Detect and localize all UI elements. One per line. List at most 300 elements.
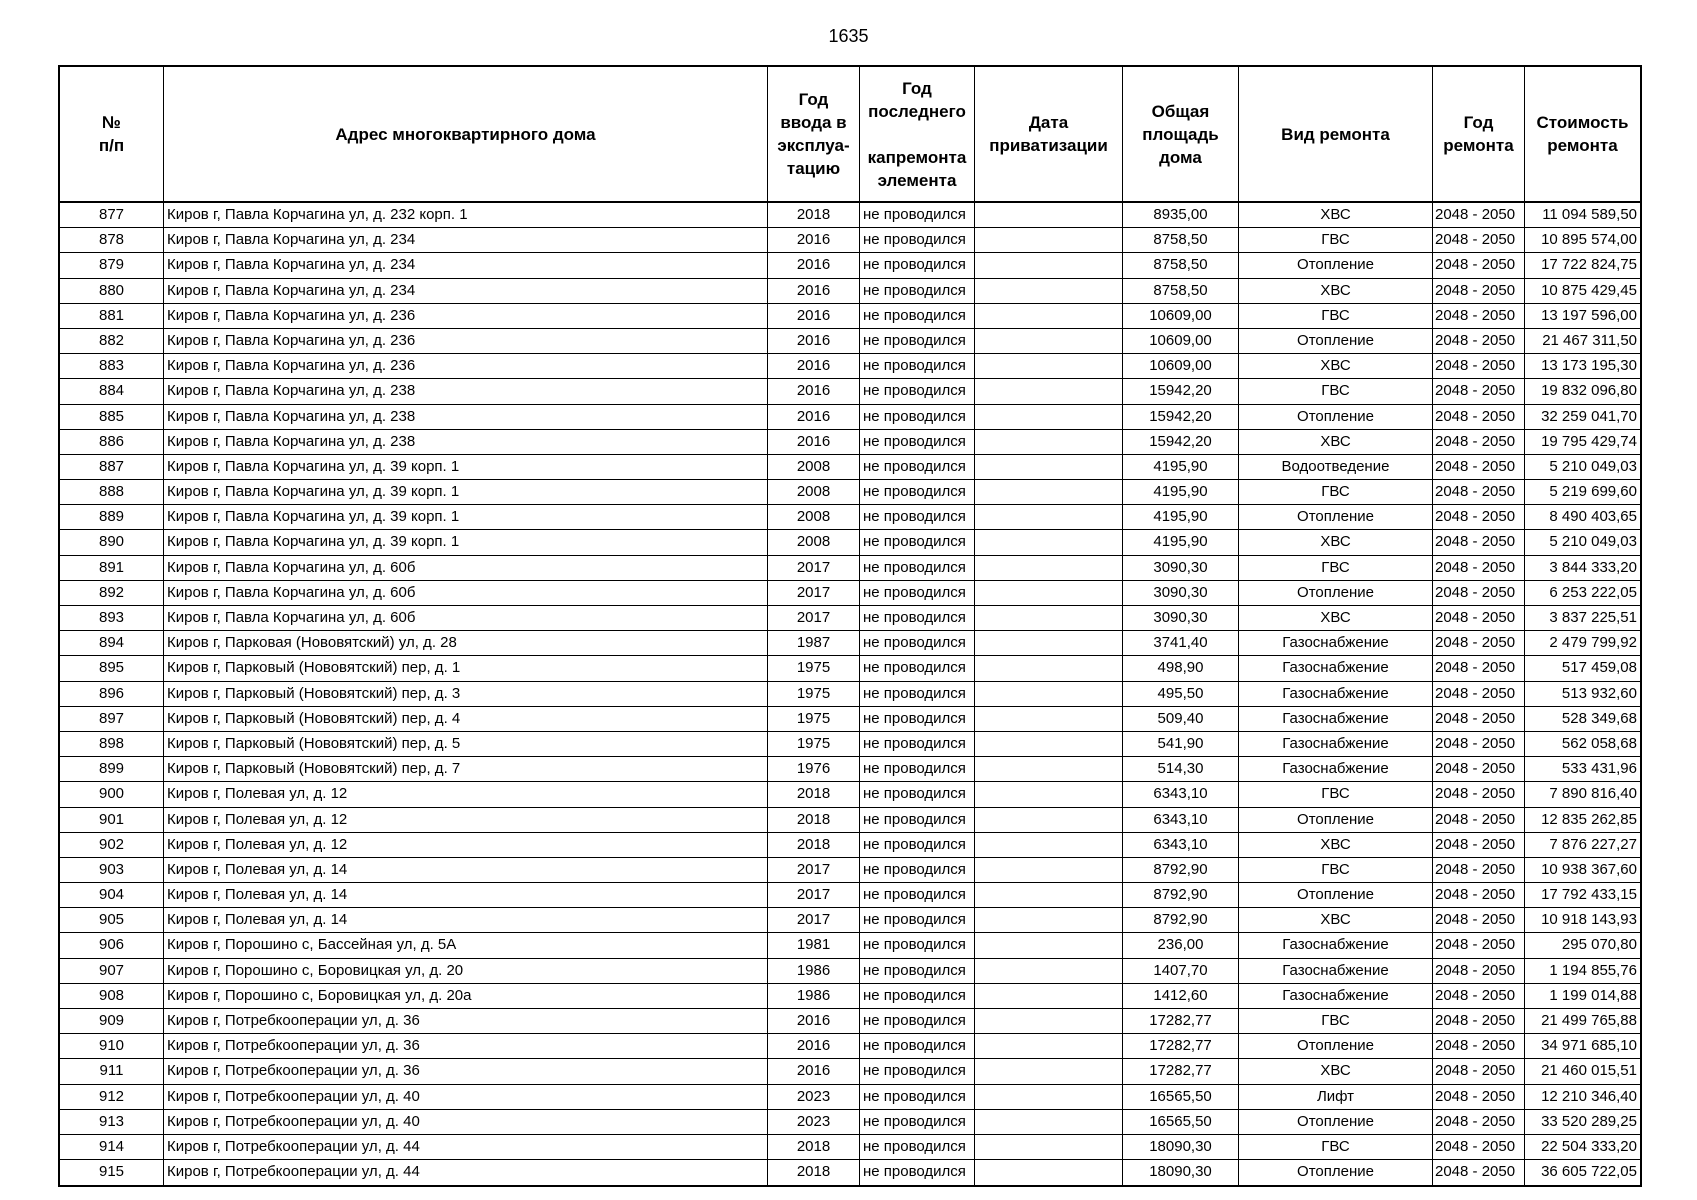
year-built-cell: 1976 (768, 757, 860, 782)
last-capital-repair-cell: не проводился (860, 1110, 975, 1135)
table-row (60, 304, 1640, 329)
last-capital-repair-cell: не проводился (860, 631, 975, 656)
repair-type-cell: Отопление (1239, 581, 1433, 606)
row-number-cell: 900 (60, 782, 164, 807)
last-capital-repair-cell: не проводился (860, 405, 975, 430)
total-area-cell: 6343,10 (1123, 808, 1239, 833)
repair-type-cell: ХВС (1239, 833, 1433, 858)
repair-type-cell: Отопление (1239, 1110, 1433, 1135)
address-cell: Киров г, Потребкооперации ул, д. 36 (164, 1009, 768, 1034)
row-number-cell: 909 (60, 1009, 164, 1034)
table-row (60, 505, 1640, 530)
header-total-area: Общая площадь дома (1123, 67, 1239, 203)
repair-year-cell: 2048 - 2050 (1433, 455, 1525, 480)
last-capital-repair-cell: не проводился (860, 581, 975, 606)
privatization-date-cell (975, 304, 1123, 329)
repair-year-cell: 2048 - 2050 (1433, 379, 1525, 404)
repair-year-cell: 2048 - 2050 (1433, 908, 1525, 933)
last-capital-repair-cell: не проводился (860, 455, 975, 480)
repair-cost-cell: 21 467 311,50 (1525, 329, 1640, 354)
row-number-cell: 879 (60, 253, 164, 278)
repair-cost-cell: 5 219 699,60 (1525, 480, 1640, 505)
last-capital-repair-cell: не проводился (860, 984, 975, 1009)
total-area-cell: 495,50 (1123, 682, 1239, 707)
privatization-date-cell (975, 1059, 1123, 1084)
row-number-cell: 894 (60, 631, 164, 656)
repair-type-cell: ХВС (1239, 1059, 1433, 1084)
row-number-cell: 881 (60, 304, 164, 329)
last-capital-repair-cell: не проводился (860, 1059, 975, 1084)
last-capital-repair-cell: не проводился (860, 908, 975, 933)
repair-schedule-table (58, 65, 1642, 1187)
repair-year-cell: 2048 - 2050 (1433, 1110, 1525, 1135)
total-area-cell: 514,30 (1123, 757, 1239, 782)
row-number-cell: 902 (60, 833, 164, 858)
address-cell: Киров г, Потребкооперации ул, д. 36 (164, 1034, 768, 1059)
last-capital-repair-cell: не проводился (860, 1160, 975, 1185)
privatization-date-cell (975, 1034, 1123, 1059)
repair-type-cell: Газоснабжение (1239, 656, 1433, 681)
repair-type-cell: ХВС (1239, 530, 1433, 555)
repair-type-cell: ГВС (1239, 379, 1433, 404)
total-area-cell: 15942,20 (1123, 405, 1239, 430)
address-cell: Киров г, Павла Корчагина ул, д. 236 (164, 354, 768, 379)
address-cell: Киров г, Парковый (Нововятский) пер, д. 5 (164, 732, 768, 757)
repair-cost-cell: 528 349,68 (1525, 707, 1640, 732)
repair-cost-cell: 34 971 685,10 (1525, 1034, 1640, 1059)
repair-type-cell: Газоснабжение (1239, 631, 1433, 656)
repair-type-cell: Газоснабжение (1239, 984, 1433, 1009)
total-area-cell: 10609,00 (1123, 329, 1239, 354)
year-built-cell: 2016 (768, 354, 860, 379)
privatization-date-cell (975, 933, 1123, 958)
address-cell: Киров г, Павла Корчагина ул, д. 39 корп. 1 (164, 530, 768, 555)
repair-type-cell: Газоснабжение (1239, 707, 1433, 732)
last-capital-repair-cell: не проводился (860, 732, 975, 757)
repair-cost-cell: 6 253 222,05 (1525, 581, 1640, 606)
last-capital-repair-cell: не проводился (860, 228, 975, 253)
privatization-date-cell (975, 1110, 1123, 1135)
last-capital-repair-cell: не проводился (860, 556, 975, 581)
year-built-cell: 2018 (768, 782, 860, 807)
table-row (60, 606, 1640, 631)
address-cell: Киров г, Павла Корчагина ул, д. 236 (164, 304, 768, 329)
row-number-cell: 903 (60, 858, 164, 883)
row-number-cell: 890 (60, 530, 164, 555)
total-area-cell: 8792,90 (1123, 908, 1239, 933)
total-area-cell: 8758,50 (1123, 228, 1239, 253)
header-address: Адрес многоквартирного дома (164, 67, 768, 203)
last-capital-repair-cell: не проводился (860, 606, 975, 631)
repair-cost-cell: 13 173 195,30 (1525, 354, 1640, 379)
table-row (60, 1110, 1640, 1135)
total-area-cell: 6343,10 (1123, 782, 1239, 807)
privatization-date-cell (975, 984, 1123, 1009)
table-row (60, 203, 1640, 228)
total-area-cell: 18090,30 (1123, 1160, 1239, 1185)
table-row (60, 556, 1640, 581)
header-repair-year: Год ремонта (1433, 67, 1525, 203)
year-built-cell: 2016 (768, 1059, 860, 1084)
table-row (60, 782, 1640, 807)
repair-type-cell: Газоснабжение (1239, 757, 1433, 782)
year-built-cell: 2018 (768, 1135, 860, 1160)
table-row (60, 530, 1640, 555)
row-number-cell: 906 (60, 933, 164, 958)
address-cell: Киров г, Павла Корчагина ул, д. 234 (164, 279, 768, 304)
row-number-cell: 913 (60, 1110, 164, 1135)
address-cell: Киров г, Павла Корчагина ул, д. 238 (164, 430, 768, 455)
year-built-cell: 2016 (768, 379, 860, 404)
row-number-cell: 887 (60, 455, 164, 480)
repair-cost-cell: 32 259 041,70 (1525, 405, 1640, 430)
repair-type-cell: Газоснабжение (1239, 682, 1433, 707)
repair-cost-cell: 10 938 367,60 (1525, 858, 1640, 883)
table-row (60, 908, 1640, 933)
last-capital-repair-cell: не проводился (860, 933, 975, 958)
repair-cost-cell: 513 932,60 (1525, 682, 1640, 707)
address-cell: Киров г, Потребкооперации ул, д. 40 (164, 1110, 768, 1135)
row-number-cell: 914 (60, 1135, 164, 1160)
repair-cost-cell: 5 210 049,03 (1525, 530, 1640, 555)
total-area-cell: 3090,30 (1123, 581, 1239, 606)
repair-year-cell: 2048 - 2050 (1433, 959, 1525, 984)
repair-cost-cell: 2 479 799,92 (1525, 631, 1640, 656)
year-built-cell: 2018 (768, 203, 860, 228)
privatization-date-cell (975, 556, 1123, 581)
year-built-cell: 2008 (768, 530, 860, 555)
last-capital-repair-cell: не проводился (860, 656, 975, 681)
repair-cost-cell: 17 722 824,75 (1525, 253, 1640, 278)
repair-cost-cell: 10 895 574,00 (1525, 228, 1640, 253)
header-last-capital-repair: Год последнего капремонта элемента (860, 67, 975, 203)
repair-cost-cell: 19 832 096,80 (1525, 379, 1640, 404)
privatization-date-cell (975, 833, 1123, 858)
address-cell: Киров г, Павла Корчагина ул, д. 60б (164, 556, 768, 581)
repair-cost-cell: 517 459,08 (1525, 656, 1640, 681)
year-built-cell: 2008 (768, 480, 860, 505)
row-number-cell: 911 (60, 1059, 164, 1084)
repair-year-cell: 2048 - 2050 (1433, 203, 1525, 228)
row-number-cell: 882 (60, 329, 164, 354)
privatization-date-cell (975, 631, 1123, 656)
total-area-cell: 8792,90 (1123, 858, 1239, 883)
repair-type-cell: Газоснабжение (1239, 732, 1433, 757)
repair-type-cell: ГВС (1239, 304, 1433, 329)
year-built-cell: 1981 (768, 933, 860, 958)
repair-year-cell: 2048 - 2050 (1433, 833, 1525, 858)
row-number-cell: 878 (60, 228, 164, 253)
row-number-cell: 877 (60, 203, 164, 228)
address-cell: Киров г, Павла Корчагина ул, д. 238 (164, 379, 768, 404)
privatization-date-cell (975, 707, 1123, 732)
last-capital-repair-cell: не проводился (860, 1009, 975, 1034)
repair-year-cell: 2048 - 2050 (1433, 530, 1525, 555)
repair-cost-cell: 11 094 589,50 (1525, 203, 1640, 228)
year-built-cell: 2016 (768, 329, 860, 354)
total-area-cell: 8758,50 (1123, 253, 1239, 278)
table-row (60, 228, 1640, 253)
repair-year-cell: 2048 - 2050 (1433, 556, 1525, 581)
address-cell: Киров г, Полевая ул, д. 12 (164, 808, 768, 833)
repair-cost-cell: 10 918 143,93 (1525, 908, 1640, 933)
last-capital-repair-cell: не проводился (860, 1085, 975, 1110)
repair-year-cell: 2048 - 2050 (1433, 732, 1525, 757)
repair-type-cell: ГВС (1239, 480, 1433, 505)
total-area-cell: 8935,00 (1123, 203, 1239, 228)
table-row (60, 933, 1640, 958)
year-built-cell: 2017 (768, 908, 860, 933)
repair-year-cell: 2048 - 2050 (1433, 656, 1525, 681)
address-cell: Киров г, Парковый (Нововятский) пер, д. 1 (164, 656, 768, 681)
repair-year-cell: 2048 - 2050 (1433, 707, 1525, 732)
table-row (60, 329, 1640, 354)
repair-cost-cell: 33 520 289,25 (1525, 1110, 1640, 1135)
total-area-cell: 8758,50 (1123, 279, 1239, 304)
repair-year-cell: 2048 - 2050 (1433, 329, 1525, 354)
privatization-date-cell (975, 379, 1123, 404)
address-cell: Киров г, Павла Корчагина ул, д. 39 корп. 1 (164, 455, 768, 480)
row-number-cell: 898 (60, 732, 164, 757)
total-area-cell: 541,90 (1123, 732, 1239, 757)
address-cell: Киров г, Павла Корчагина ул, д. 234 (164, 253, 768, 278)
row-number-cell: 912 (60, 1085, 164, 1110)
repair-type-cell: Отопление (1239, 808, 1433, 833)
header-year-built: Год ввода в эксплуа- тацию (768, 67, 860, 203)
repair-year-cell: 2048 - 2050 (1433, 631, 1525, 656)
row-number-cell: 883 (60, 354, 164, 379)
row-number-cell: 910 (60, 1034, 164, 1059)
year-built-cell: 2017 (768, 606, 860, 631)
row-number-cell: 899 (60, 757, 164, 782)
privatization-date-cell (975, 279, 1123, 304)
repair-cost-cell: 7 876 227,27 (1525, 833, 1640, 858)
year-built-cell: 1986 (768, 984, 860, 1009)
repair-type-cell: ГВС (1239, 1009, 1433, 1034)
last-capital-repair-cell: не проводился (860, 379, 975, 404)
table-row (60, 959, 1640, 984)
repair-year-cell: 2048 - 2050 (1433, 1160, 1525, 1185)
privatization-date-cell (975, 1160, 1123, 1185)
table-row (60, 732, 1640, 757)
table-row (60, 455, 1640, 480)
total-area-cell: 3741,40 (1123, 631, 1239, 656)
privatization-date-cell (975, 1135, 1123, 1160)
privatization-date-cell (975, 1009, 1123, 1034)
total-area-cell: 1412,60 (1123, 984, 1239, 1009)
table-row (60, 883, 1640, 908)
repair-year-cell: 2048 - 2050 (1433, 228, 1525, 253)
last-capital-repair-cell: не проводился (860, 682, 975, 707)
last-capital-repair-cell: не проводился (860, 279, 975, 304)
total-area-cell: 16565,50 (1123, 1085, 1239, 1110)
total-area-cell: 4195,90 (1123, 505, 1239, 530)
privatization-date-cell (975, 455, 1123, 480)
address-cell: Киров г, Павла Корчагина ул, д. 232 корп. 1 (164, 203, 768, 228)
row-number-cell: 891 (60, 556, 164, 581)
repair-year-cell: 2048 - 2050 (1433, 354, 1525, 379)
repair-year-cell: 2048 - 2050 (1433, 1034, 1525, 1059)
privatization-date-cell (975, 530, 1123, 555)
repair-cost-cell: 12 210 346,40 (1525, 1085, 1640, 1110)
address-cell: Киров г, Полевая ул, д. 12 (164, 833, 768, 858)
header-repair-cost: Стоимость ремонта (1525, 67, 1640, 203)
total-area-cell: 18090,30 (1123, 1135, 1239, 1160)
table-row (60, 1135, 1640, 1160)
repair-year-cell: 2048 - 2050 (1433, 984, 1525, 1009)
repair-type-cell: ХВС (1239, 279, 1433, 304)
repair-type-cell: Отопление (1239, 1034, 1433, 1059)
repair-type-cell: ГВС (1239, 858, 1433, 883)
row-number-cell: 895 (60, 656, 164, 681)
repair-cost-cell: 295 070,80 (1525, 933, 1640, 958)
repair-type-cell: Отопление (1239, 253, 1433, 278)
last-capital-repair-cell: не проводился (860, 505, 975, 530)
year-built-cell: 2016 (768, 1034, 860, 1059)
privatization-date-cell (975, 606, 1123, 631)
last-capital-repair-cell: не проводился (860, 1034, 975, 1059)
table-row (60, 682, 1640, 707)
address-cell: Киров г, Потребкооперации ул, д. 40 (164, 1085, 768, 1110)
address-cell: Киров г, Потребкооперации ул, д. 44 (164, 1135, 768, 1160)
privatization-date-cell (975, 732, 1123, 757)
table-row (60, 430, 1640, 455)
row-number-cell: 889 (60, 505, 164, 530)
last-capital-repair-cell: не проводился (860, 253, 975, 278)
repair-year-cell: 2048 - 2050 (1433, 682, 1525, 707)
repair-year-cell: 2048 - 2050 (1433, 782, 1525, 807)
last-capital-repair-cell: не проводился (860, 808, 975, 833)
address-cell: Киров г, Парковый (Нововятский) пер, д. 7 (164, 757, 768, 782)
table-row (60, 656, 1640, 681)
row-number-cell: 908 (60, 984, 164, 1009)
repair-type-cell: Отопление (1239, 505, 1433, 530)
repair-type-cell: ХВС (1239, 606, 1433, 631)
total-area-cell: 16565,50 (1123, 1110, 1239, 1135)
address-cell: Киров г, Полевая ул, д. 14 (164, 858, 768, 883)
address-cell: Киров г, Полевая ул, д. 14 (164, 883, 768, 908)
privatization-date-cell (975, 908, 1123, 933)
repair-cost-cell: 36 605 722,05 (1541, 1163, 1637, 1181)
repair-type-cell: Отопление (1239, 329, 1433, 354)
row-number-cell: 888 (60, 480, 164, 505)
repair-year-cell: 2048 - 2050 (1433, 883, 1525, 908)
privatization-date-cell (975, 480, 1123, 505)
total-area-cell: 17282,77 (1123, 1059, 1239, 1084)
last-capital-repair-cell: не проводился (860, 304, 975, 329)
repair-type-cell: ГВС (1239, 1135, 1433, 1160)
table-row (60, 405, 1640, 430)
year-built-cell: 1987 (768, 631, 860, 656)
year-built-cell: 2017 (768, 556, 860, 581)
year-built-cell: 1975 (768, 732, 860, 757)
privatization-date-cell (975, 757, 1123, 782)
row-number-cell: 896 (60, 682, 164, 707)
address-cell: Киров г, Парковый (Нововятский) пер, д. 4 (164, 707, 768, 732)
privatization-date-cell (975, 682, 1123, 707)
address-cell: Киров г, Потребкооперации ул, д. 44 (164, 1160, 768, 1185)
table-row (60, 631, 1640, 656)
year-built-cell: 2016 (768, 405, 860, 430)
privatization-date-cell (975, 405, 1123, 430)
table-row (60, 707, 1640, 732)
last-capital-repair-cell: не проводился (860, 430, 975, 455)
repair-cost-cell: 19 795 429,74 (1525, 430, 1640, 455)
last-capital-repair-cell: не проводился (860, 833, 975, 858)
repair-type-cell: Отопление (1239, 1160, 1433, 1185)
privatization-date-cell (975, 808, 1123, 833)
row-number-cell: 907 (60, 959, 164, 984)
repair-year-cell: 2048 - 2050 (1433, 1009, 1525, 1034)
address-cell: Киров г, Парковый (Нововятский) пер, д. 3 (164, 682, 768, 707)
repair-year-cell: 2048 - 2050 (1433, 581, 1525, 606)
row-number-cell: 884 (60, 379, 164, 404)
repair-cost-cell: 21 460 015,51 (1525, 1059, 1640, 1084)
address-cell: Киров г, Порошино с, Боровицкая ул, д. 20 (164, 959, 768, 984)
year-built-cell: 1975 (768, 682, 860, 707)
address-cell: Киров г, Павла Корчагина ул, д. 60б (164, 606, 768, 631)
table-row (60, 354, 1640, 379)
repair-type-cell: Газоснабжение (1239, 933, 1433, 958)
row-number-cell: 905 (60, 908, 164, 933)
repair-year-cell: 2048 - 2050 (1433, 505, 1525, 530)
row-number-cell: 885 (60, 405, 164, 430)
repair-cost-cell: 10 875 429,45 (1525, 279, 1640, 304)
repair-year-cell: 2048 - 2050 (1433, 606, 1525, 631)
table-row (60, 984, 1640, 1009)
total-area-cell: 10609,00 (1123, 304, 1239, 329)
privatization-date-cell (975, 656, 1123, 681)
table-row (60, 480, 1640, 505)
table-row (60, 833, 1640, 858)
repair-cost-cell: 8 490 403,65 (1525, 505, 1640, 530)
table-header-row (60, 67, 1640, 203)
total-area-cell: 4195,90 (1123, 480, 1239, 505)
address-cell: Киров г, Павла Корчагина ул, д. 39 корп. 1 (164, 505, 768, 530)
repair-type-cell: Отопление (1239, 405, 1433, 430)
privatization-date-cell (975, 329, 1123, 354)
privatization-date-cell (975, 203, 1123, 228)
address-cell: Киров г, Порошино с, Боровицкая ул, д. 20а (164, 984, 768, 1009)
last-capital-repair-cell: не проводился (860, 782, 975, 807)
repair-type-cell: ХВС (1239, 203, 1433, 228)
year-built-cell: 2016 (768, 430, 860, 455)
privatization-date-cell (975, 430, 1123, 455)
last-capital-repair-cell: не проводился (860, 858, 975, 883)
repair-type-cell: ХВС (1239, 354, 1433, 379)
table-row (60, 808, 1640, 833)
total-area-cell: 8792,90 (1123, 883, 1239, 908)
repair-cost-cell: 5 210 049,03 (1525, 455, 1640, 480)
total-area-cell: 15942,20 (1123, 379, 1239, 404)
address-cell: Киров г, Павла Корчагина ул, д. 60б (164, 581, 768, 606)
total-area-cell: 17282,77 (1123, 1034, 1239, 1059)
repair-type-cell: Отопление (1239, 883, 1433, 908)
repair-year-cell: 2048 - 2050 (1433, 1135, 1525, 1160)
repair-type-cell: ХВС (1239, 430, 1433, 455)
privatization-date-cell (975, 354, 1123, 379)
repair-cost-cell: 12 835 262,85 (1525, 808, 1640, 833)
table-row (60, 1009, 1640, 1034)
repair-cost-cell: 22 504 333,20 (1525, 1135, 1640, 1160)
total-area-cell: 3090,30 (1123, 606, 1239, 631)
repair-year-cell: 2048 - 2050 (1433, 757, 1525, 782)
total-area-cell: 10609,00 (1123, 354, 1239, 379)
repair-type-cell: Газоснабжение (1239, 959, 1433, 984)
year-built-cell: 2018 (768, 808, 860, 833)
address-cell: Киров г, Павла Корчагина ул, д. 39 корп. 1 (164, 480, 768, 505)
address-cell: Киров г, Павла Корчагина ул, д. 234 (164, 228, 768, 253)
